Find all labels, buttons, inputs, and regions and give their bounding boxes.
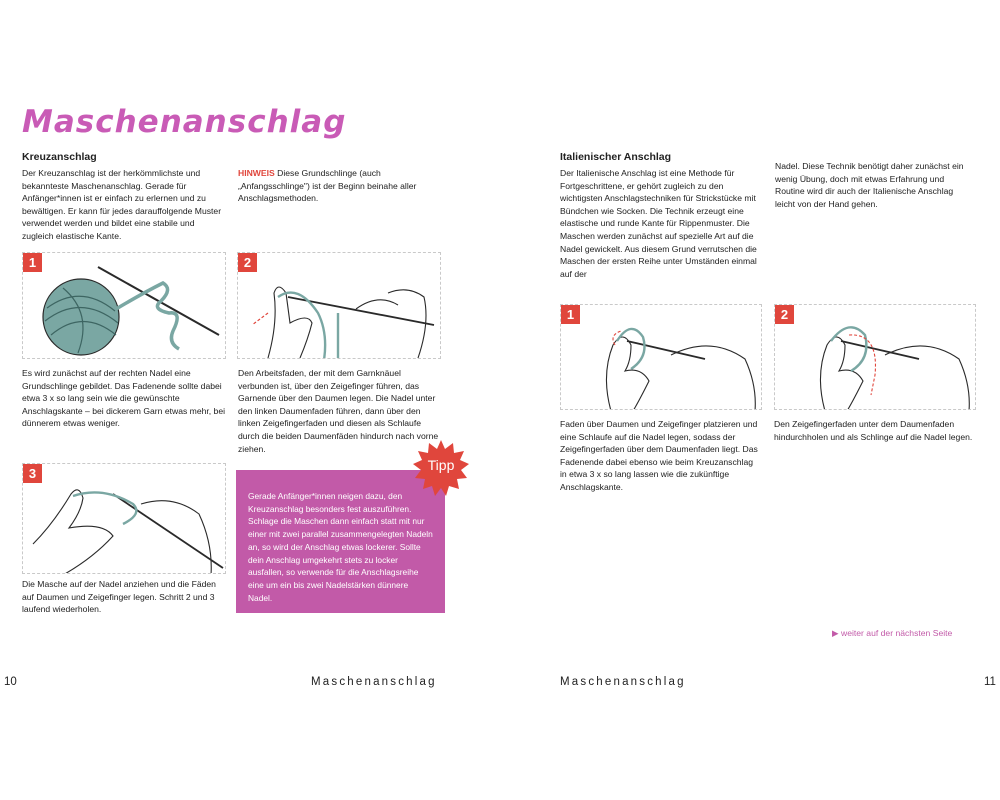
intro-text-italienisch-col1: Der Italienische Anschlag ist eine Methode für Fortgeschrittene, er gehört zugleich zu den wichtigsten Anschlagstechniken für Strickstücke mit Bündchen wie Socken. Die Technik erzeugt eine elastische und runde Kante für Rippenmuster. Die Maschen werden zunächst auf spezielle Art auf die Nadel gewickelt. Aus diesem Grund verrutschen die Maschen der ersten Reihe unter Umständen einmal auf der bbox=[560, 168, 757, 279]
hands-italian-cast-on-icon bbox=[561, 305, 762, 410]
hands-needle-icon bbox=[238, 253, 441, 359]
step-2-caption: Den Arbeitsfaden, der mit dem Garnknäuel verbunden ist, über den Zeigefinger führen, das Garnende über den Daumen legen. Die Nadel unter den linken Daumenfaden führen, dann über den linken Zeigefingerfaden und diesen als Schlaufe durch die beiden Daumenfäden hindurch nach vorne ziehen. bbox=[238, 368, 439, 454]
hint-label: HINWEIS bbox=[238, 168, 275, 178]
hint-text bbox=[238, 167, 438, 205]
step-number: 2 bbox=[775, 305, 794, 324]
page-title: Maschenanschlag bbox=[22, 104, 347, 140]
play-arrow-icon: ▶ bbox=[832, 628, 841, 638]
hands-cast-on-icon bbox=[23, 464, 226, 574]
footer-title-right: Maschenanschlag bbox=[560, 676, 686, 688]
page-number-left: 10 bbox=[4, 676, 17, 688]
tip-badge-label: Tipp bbox=[427, 457, 455, 473]
step-1-illustration bbox=[22, 252, 226, 359]
section-heading-kreuzanschlag: Kreuzanschlag bbox=[22, 151, 97, 163]
italian-step-2-caption: Den Zeigefingerfaden unter dem Daumenfaden hindurchholen und als Schlinge auf die Nadel legen. bbox=[774, 419, 973, 442]
continue-link[interactable] bbox=[832, 628, 952, 639]
step-1-caption: Es wird zunächst auf der rechten Nadel eine Grundschlinge gebildet. Das Fadenende sollte dabei etwa 3 x so lang sein wie die gewünschte Anschlagskante – bei dickerem Garn etwas mehr, bei dünnerem etwas weniger. bbox=[22, 368, 226, 429]
tip-badge bbox=[413, 440, 469, 496]
intro-text-kreuzanschlag: Der Kreuzanschlag ist der herkömmlichste und bekannteste Maschenanschlag. Gerade für Anfänger*innen ist er einfach zu erlernen und zu bewältigen. Er kann für jedes darauffolgende Muster verwendet werden und bildet eine stabile und zugleich elastische Kante. bbox=[22, 168, 222, 241]
step-3-caption: Die Masche auf der Nadel anziehen und die Fäden auf Daumen und Zeigefinger legen. Schritt 2 und 3 laufend wiederholen. bbox=[22, 579, 216, 615]
step-2-illustration bbox=[237, 252, 441, 359]
step-number: 2 bbox=[238, 253, 257, 272]
yarn-ball-needle-icon bbox=[23, 253, 226, 359]
italian-step-2-illustration bbox=[774, 304, 976, 410]
italian-step-1-caption: Faden über Daumen und Zeigefinger platzieren und eine Schlaufe auf die Nadel legen, sodass der Zeigefingerfaden über dem Daumenfaden liegt. Das Fadenende dabei ebenso wie beim Kreuzanschlag in etwa 3 x so lang lassen wie die zukünftige Anschlagskante. bbox=[560, 419, 758, 492]
step-number: 3 bbox=[23, 464, 42, 483]
tip-text: Gerade Anfänger*innen neigen dazu, den Kreuzanschlag besonders fest auszuführen. Schlage die Maschen dann einfach statt mit nur einer mit zwei parallel zusammengelegten Nadeln an, so wird der Anschlag etwas lockerer. Sollte dein Anschlag umgekehrt stets zu locker ausfallen, so verwende für die Anschlagsreihe eine um ein bis zwei Nadelstärken dünnere Nadel. bbox=[248, 491, 433, 603]
page-number-right: 11 bbox=[984, 676, 996, 688]
section-heading-italienisch: Italienischer Anschlag bbox=[560, 151, 672, 163]
italian-step-1-illustration bbox=[560, 304, 762, 410]
step-number: 1 bbox=[23, 253, 42, 272]
hands-italian-loop-icon bbox=[775, 305, 976, 410]
intro-text-italienisch-col2: Nadel. Diese Technik benötigt daher zunächst ein wenig Übung, doch mit etwas Erfahrung und Routine wird dir auch der Italienische Anschlag leicht von der Hand gehen. bbox=[775, 161, 964, 209]
step-3-illustration bbox=[22, 463, 226, 574]
hint-body: Diese Grundschlinge (auch „Anfangsschlinge") ist der Beginn beinahe aller Anschlagsmethoden. bbox=[238, 168, 417, 204]
footer-title-left: Maschenanschlag bbox=[311, 676, 437, 688]
step-number: 1 bbox=[561, 305, 580, 324]
continue-label: weiter auf der nächsten Seite bbox=[841, 628, 953, 638]
